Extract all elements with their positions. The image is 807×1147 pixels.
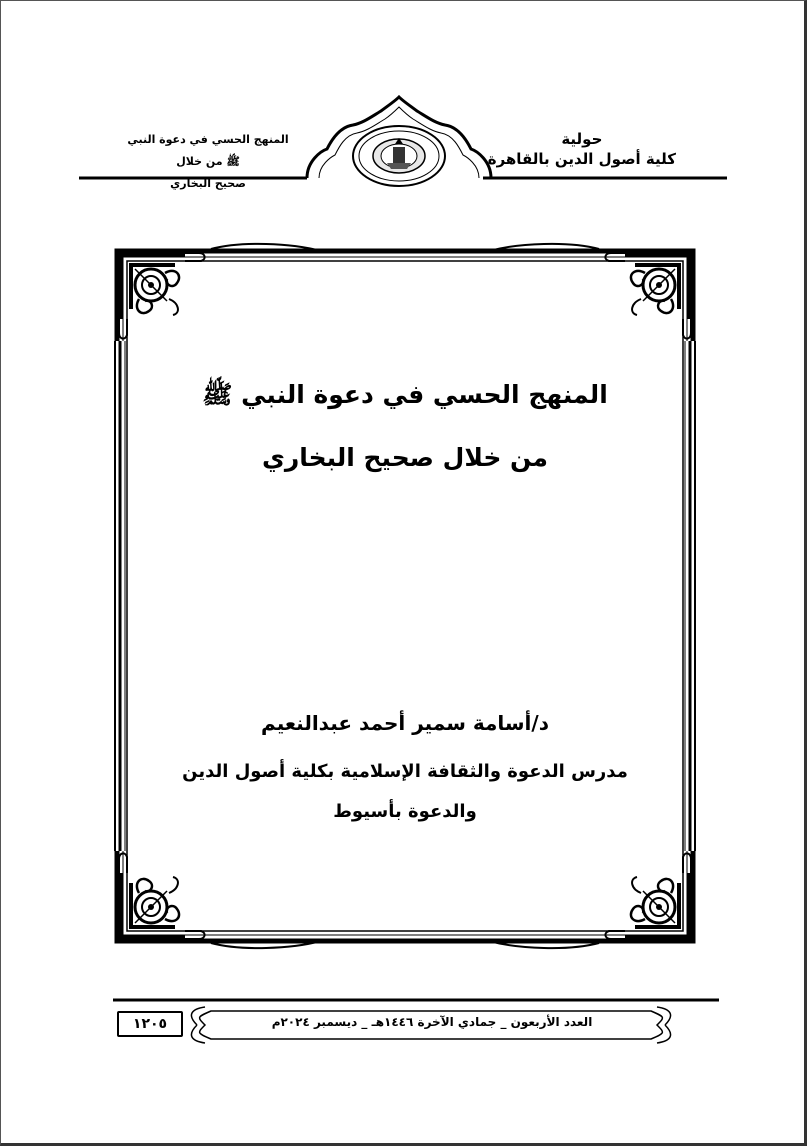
frame-corner-bottom-left [115,853,205,943]
paper-title-line2: من خلال صحيح البخاري [261,443,549,472]
paper-title-line1: المنهج الحسي في دعوة النبي ﷺ [202,380,608,409]
issue-info: العدد الأربعون _ جمادي الآخرة ١٤٤٦هـ _ ديسمبر ٢٠٢٤م [271,1015,593,1029]
author-position-line2: والدعوة بأسيوط [333,801,477,822]
journal-name-line1: حولية [561,130,603,148]
frame-outer-border [117,251,693,941]
frame-side-ornament-left [113,341,125,851]
frame-corner-top-right [605,249,695,339]
journal-name-line2: كلية أصول الدين بالقاهرة [487,150,676,168]
author-position-line1: مدرس الدعوة والثقافة الإسلامية بكلية أصول الدين [182,761,628,782]
page-number: ١٢٠٥ [117,1011,183,1037]
frame-inner-border [127,261,683,931]
ornamental-frame [1,1,807,1147]
frame-side-ornament-right [685,341,697,851]
author-name: د/أسامة سمير أحمد عبدالنعيم [261,711,549,735]
frame-corner-bottom-right [605,853,695,943]
running-title-line2: صحيح البخاري [170,177,246,190]
running-title-line1: المنهج الحسي في دعوة النبي ﷺ من خلال [127,133,289,168]
frame-corner-top-left [115,249,205,339]
